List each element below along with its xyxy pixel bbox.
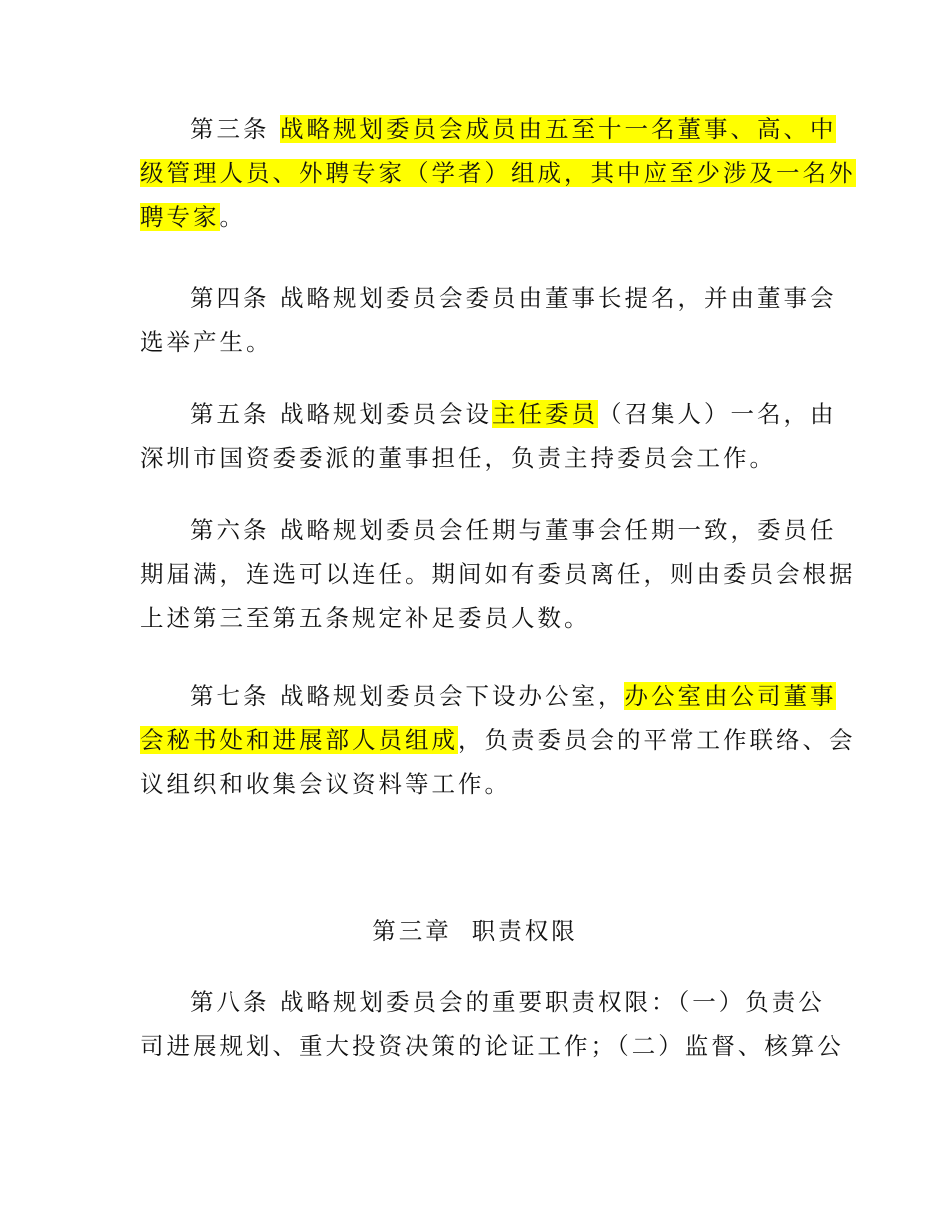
text-line [140, 195, 812, 239]
text-line [140, 552, 856, 596]
text-line [140, 151, 856, 195]
article-7 [140, 674, 856, 806]
chapter-heading [0, 912, 950, 946]
article-8 [140, 980, 844, 1068]
text-line [140, 276, 837, 320]
text-segment: 第五条 战略规划委员会设 [190, 400, 492, 428]
text-line [140, 762, 812, 806]
text-segment: 第四条 战略规划委员会委员由董事长提名，并由董事会 [190, 284, 837, 312]
text-line [140, 718, 856, 762]
text-segment: 第八条 战略规划委员会的重要职责权限：（一）负责公 [190, 988, 825, 1016]
text-segment: 选举产生。 [140, 328, 273, 356]
highlighted-text: 会秘书处和进展部人员组成 [140, 726, 458, 754]
text-line [140, 436, 812, 480]
article-5 [140, 392, 837, 480]
text-segment: 第七条 战略规划委员会下设办公室， [190, 682, 625, 710]
text-line [140, 508, 837, 552]
highlighted-text: 聘专家 [140, 203, 220, 231]
text-segment: 第六条 战略规划委员会任期与董事会任期一致，委员任 [190, 516, 837, 544]
text-line [140, 674, 837, 718]
highlighted-text: 主任委员 [491, 400, 598, 428]
article-3 [140, 107, 856, 239]
text-line [140, 392, 837, 436]
highlighted-text: 办公室由公司董事 [624, 682, 837, 710]
text-segment: 上述第三至第五条规定补足委员人数。 [140, 604, 591, 632]
highlighted-text: 战略规划委员会成员由五至十一名董事、高、中 [279, 115, 837, 143]
text-line [140, 980, 825, 1024]
text-segment: ，负责委员会的平常工作联络、会 [458, 726, 856, 754]
text-segment: 深圳市国资委委派的董事担任，负责主持委员会工作。 [140, 444, 776, 472]
text-segment: 第三条 [190, 115, 280, 143]
text-segment: 议组织和收集会议资料等工作。 [140, 770, 511, 798]
text-line [140, 320, 812, 364]
article-4 [140, 276, 837, 364]
chapter-number: 第三章 [372, 917, 452, 945]
text-line [140, 1024, 844, 1068]
highlighted-text: 级管理人员、外聘专家（学者）组成，其中应至少涉及一名外 [140, 159, 856, 187]
text-line [140, 107, 837, 151]
text-line [140, 596, 812, 640]
text-segment: 司进展规划、重大投资决策的论证工作；（二）监督、核算公 [140, 1032, 844, 1060]
text-segment: 。 [219, 203, 246, 231]
text-segment: （召集人）一名，由 [597, 400, 837, 428]
chapter-title: 职责权限 [471, 917, 578, 945]
article-6 [140, 508, 856, 640]
text-segment: 期届满，连选可以连任。期间如有委员离任，则由委员会根据 [140, 560, 856, 588]
